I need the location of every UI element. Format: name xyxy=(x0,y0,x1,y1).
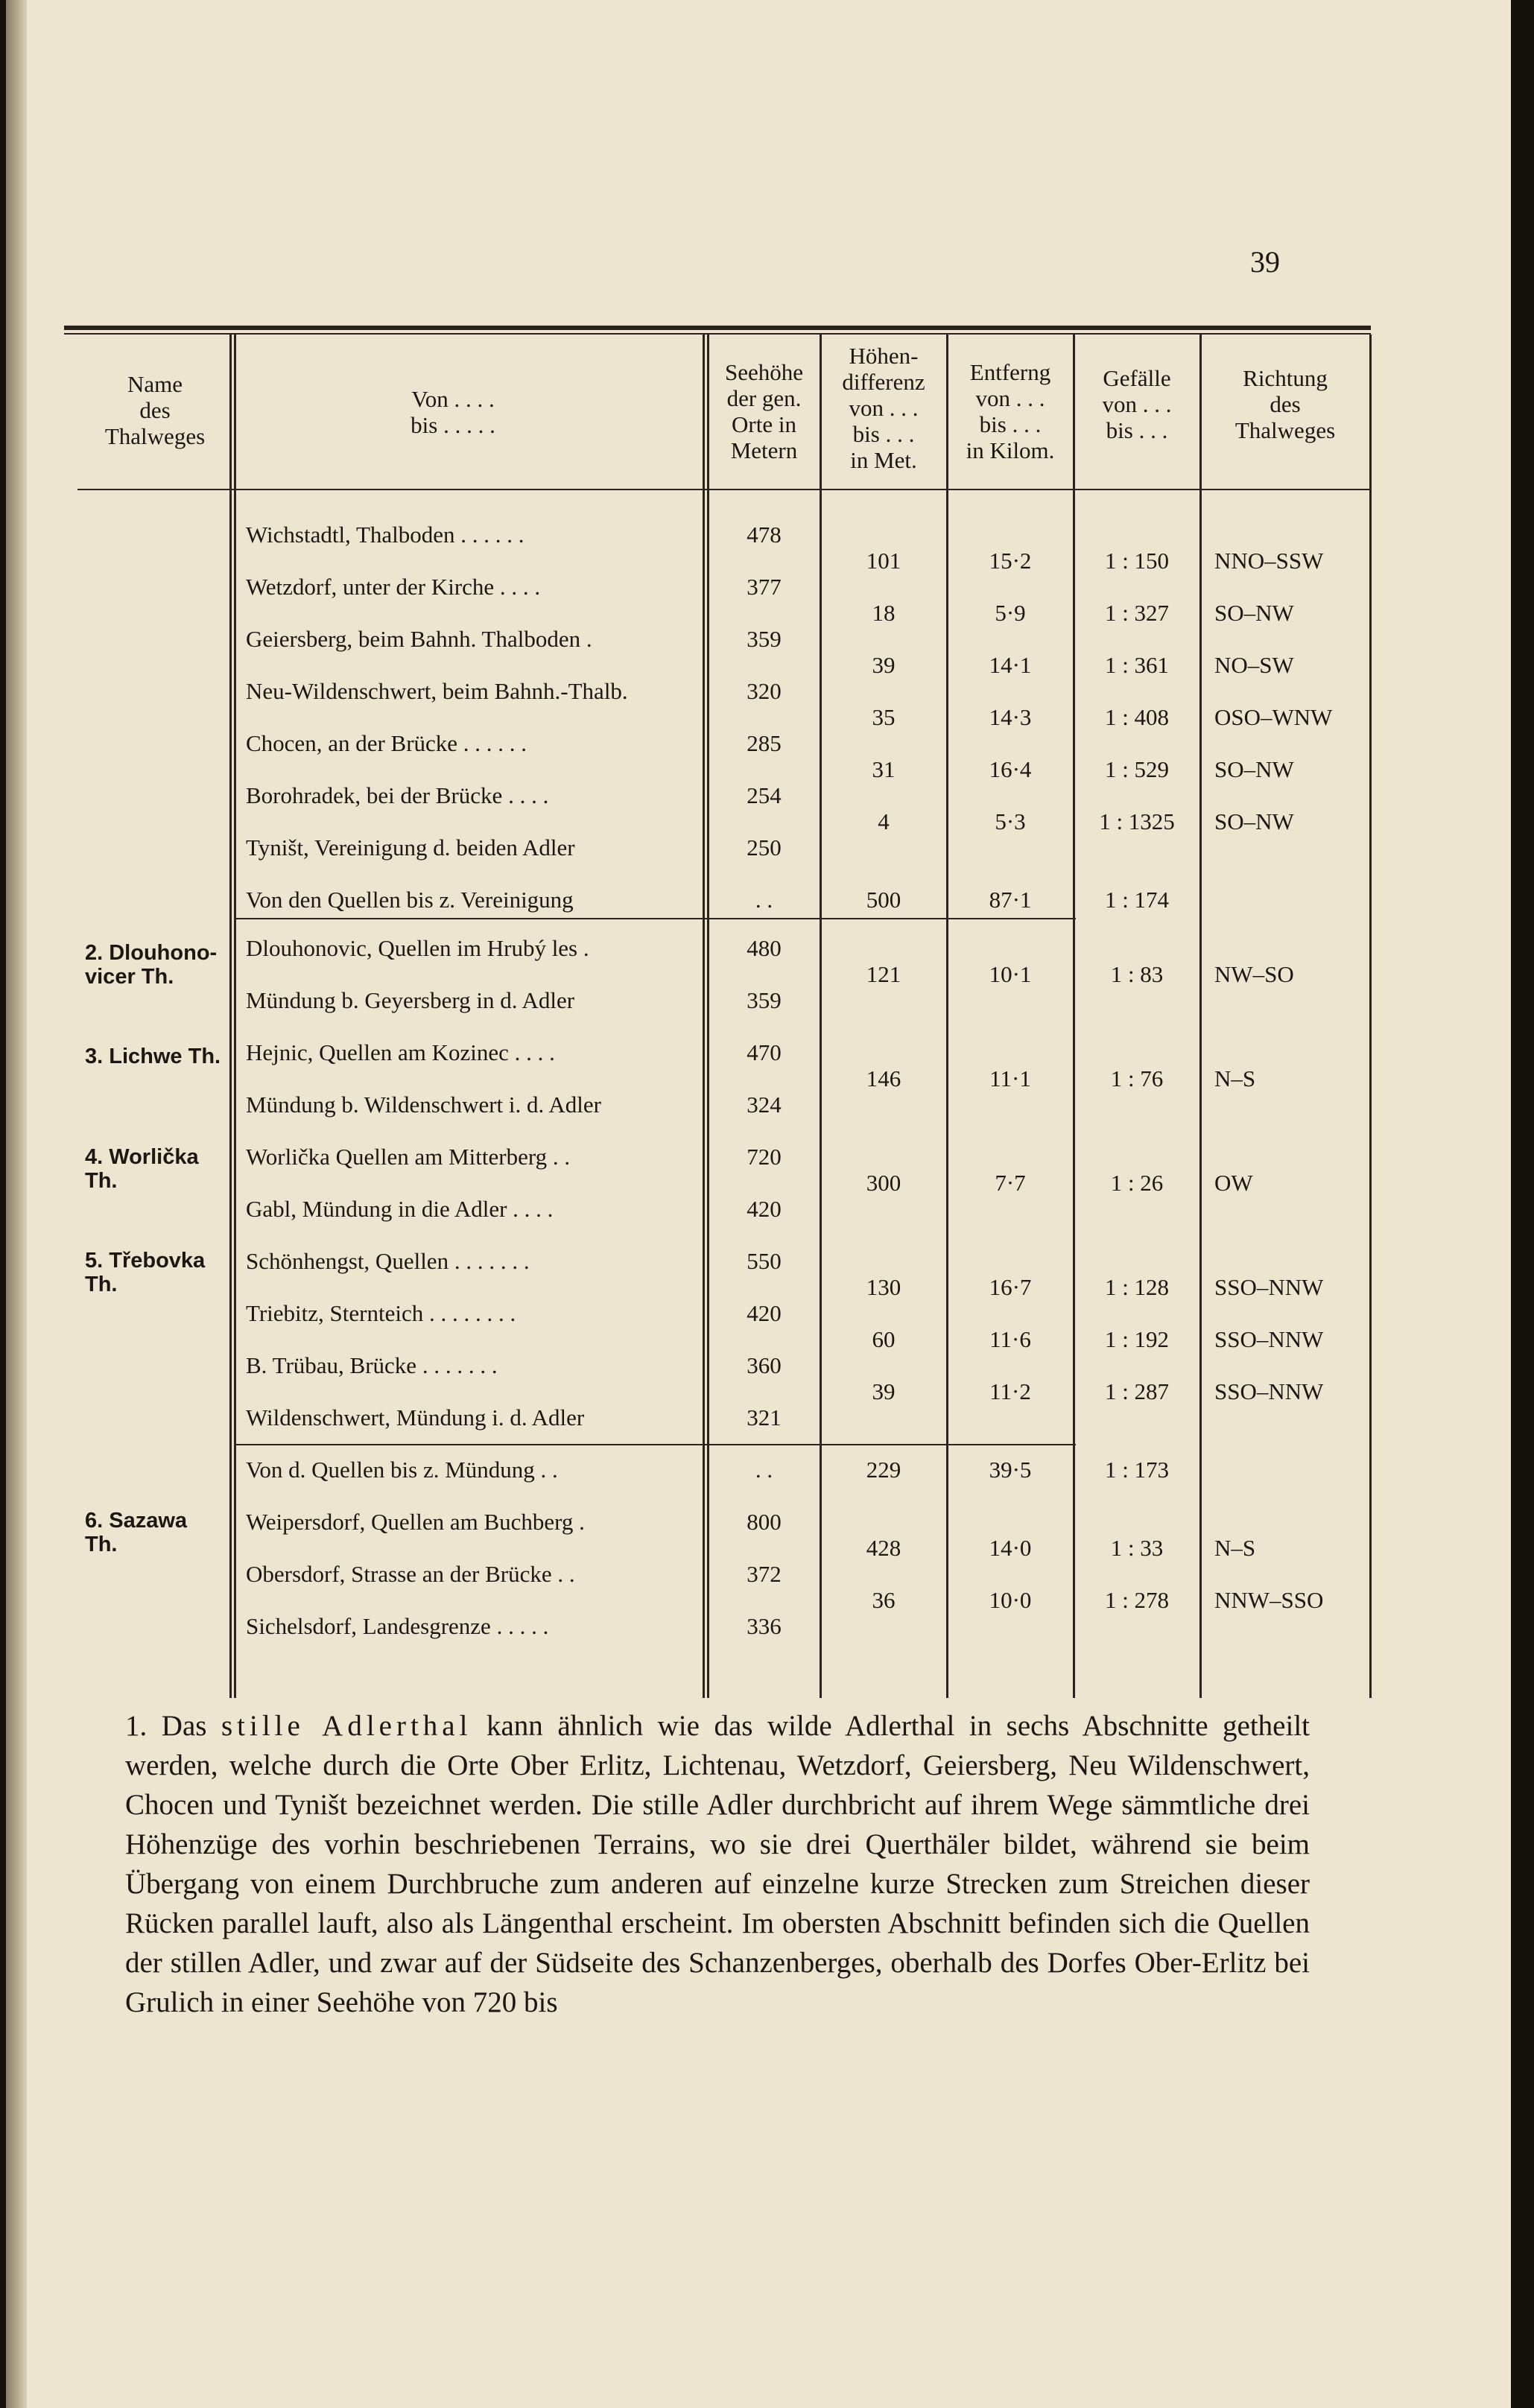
place-name: Obersdorf, Strasse an der Brücke . . xyxy=(246,1561,575,1587)
place-name: Sichelsdorf, Landesgrenze . . . . . xyxy=(246,1613,549,1639)
segment-height-difference: 130 xyxy=(866,1274,901,1300)
segment-distance: 14·3 xyxy=(989,704,1032,730)
page-binding-shade xyxy=(6,0,27,2408)
header-richtung: Richtung des Thalweges xyxy=(1235,365,1336,443)
segment-direction: NW–SO xyxy=(1214,961,1294,987)
stream-name: 3. Lichwe Th. xyxy=(85,1045,221,1068)
stream-name: 6. Sazawa Th. xyxy=(85,1509,188,1556)
segment-distance: 16·7 xyxy=(989,1274,1032,1300)
segment-gradient: 1 : 327 xyxy=(1104,600,1170,626)
header-hoehendifferenz: Höhen- differenz von . . . bis . . . in Met. xyxy=(842,343,925,473)
column-divider xyxy=(946,335,948,1698)
header-bottom-rule xyxy=(77,489,1371,490)
place-name: Worlička Quellen am Mitterberg . . xyxy=(246,1144,571,1170)
table-right-border xyxy=(1369,335,1372,1698)
place-altitude: 377 xyxy=(747,574,782,600)
segment-height-difference: 4 xyxy=(878,808,890,834)
segment-direction: NNW–SSO xyxy=(1214,1587,1324,1613)
segment-direction: SO–NW xyxy=(1214,600,1294,626)
place-name: Weipersdorf, Quellen am Buchberg . xyxy=(246,1509,585,1535)
place-altitude: 321 xyxy=(747,1404,782,1430)
segment-gradient: 1 : 287 xyxy=(1104,1378,1170,1404)
place-altitude: . . xyxy=(755,887,773,913)
place-name: B. Trübau, Brücke . . . . . . . xyxy=(246,1352,498,1378)
segment-height-difference: 18 xyxy=(872,600,896,626)
place-altitude: 720 xyxy=(747,1144,782,1170)
paragraph-emphasis: stille Adlerthal xyxy=(221,1710,472,1742)
place-name: Geiersberg, beim Bahnh. Thalboden . xyxy=(246,626,592,652)
place-name: Mündung b. Geyersberg in d. Adler xyxy=(246,987,575,1013)
column-divider xyxy=(820,335,822,1698)
segment-direction: SSO–NNW xyxy=(1214,1378,1324,1404)
place-altitude: 360 xyxy=(747,1352,782,1378)
place-name: Dlouhonovic, Quellen im Hrubý les . xyxy=(246,935,589,961)
place-altitude: 336 xyxy=(747,1613,782,1639)
segment-gradient: 1 : 83 xyxy=(1110,961,1164,987)
place-name: Triebitz, Sternteich . . . . . . . . xyxy=(246,1300,516,1326)
segment-direction: OSO–WNW xyxy=(1214,704,1333,730)
segment-gradient: 1 : 128 xyxy=(1104,1274,1170,1300)
page-number: 39 xyxy=(1250,245,1280,279)
segment-distance: 10·1 xyxy=(989,961,1032,987)
segment-distance: 87·1 xyxy=(989,887,1032,913)
segment-direction: SO–NW xyxy=(1214,808,1294,834)
segment-distance: 11·6 xyxy=(989,1326,1031,1352)
segment-gradient: 1 : 150 xyxy=(1104,548,1170,574)
segment-distance: 14·0 xyxy=(989,1535,1032,1561)
place-name: Von den Quellen bis z. Vereinigung xyxy=(246,887,574,913)
place-name: Neu-Wildenschwert, beim Bahnh.-Thalb. xyxy=(246,678,628,704)
stream-name: 2. Dlouhono- vicer Th. xyxy=(85,941,218,989)
place-altitude: 480 xyxy=(747,935,782,961)
place-name: Gabl, Mündung in die Adler . . . . xyxy=(246,1196,554,1222)
segment-height-difference: 146 xyxy=(866,1065,901,1091)
segment-height-difference: 229 xyxy=(866,1457,901,1483)
column-divider xyxy=(703,335,705,1698)
segment-distance: 15·2 xyxy=(989,548,1032,574)
place-name: Von d. Quellen bis z. Mündung . . xyxy=(246,1457,558,1483)
segment-height-difference: 121 xyxy=(866,961,901,987)
segment-distance: 39·5 xyxy=(989,1457,1032,1483)
place-altitude: . . xyxy=(755,1457,773,1483)
place-name: Hejnic, Quellen am Kozinec . . . . xyxy=(246,1039,555,1065)
segment-distance: 11·2 xyxy=(989,1378,1031,1404)
place-altitude: 470 xyxy=(747,1039,782,1065)
book-page xyxy=(6,0,1511,2408)
segment-distance: 14·1 xyxy=(989,652,1032,678)
table-top-rule-thin xyxy=(64,333,1371,335)
place-altitude: 478 xyxy=(747,522,782,548)
segment-gradient: 1 : 278 xyxy=(1104,1587,1170,1613)
column-divider xyxy=(229,335,232,1698)
place-altitude: 359 xyxy=(747,987,782,1013)
header-seehoehe: Seehöhe der gen. Orte in Metern xyxy=(724,359,804,463)
segment-distance: 11·1 xyxy=(989,1065,1031,1091)
place-name: Wetzdorf, unter der Kirche . . . . xyxy=(246,574,541,600)
segment-gradient: 1 : 361 xyxy=(1104,652,1170,678)
segment-gradient: 1 : 192 xyxy=(1104,1326,1170,1352)
segment-direction: NO–SW xyxy=(1214,652,1294,678)
header-gefaelle: Gefälle von . . . bis . . . xyxy=(1102,365,1172,443)
place-altitude: 420 xyxy=(747,1196,782,1222)
place-name: Schönhengst, Quellen . . . . . . . xyxy=(246,1248,530,1274)
place-name: Chocen, an der Brücke . . . . . . xyxy=(246,730,527,756)
segment-height-difference: 39 xyxy=(872,1378,896,1404)
segment-height-difference: 31 xyxy=(872,756,896,782)
place-altitude: 320 xyxy=(747,678,782,704)
segment-distance: 5·9 xyxy=(995,600,1026,626)
segment-direction: OW xyxy=(1214,1170,1253,1196)
segment-distance: 10·0 xyxy=(989,1587,1032,1613)
segment-height-difference: 35 xyxy=(872,704,896,730)
header-name: Name des Thalweges xyxy=(104,371,206,449)
segment-height-difference: 39 xyxy=(872,652,896,678)
segment-direction: N–S xyxy=(1214,1535,1256,1561)
place-altitude: 324 xyxy=(747,1091,782,1118)
place-altitude: 420 xyxy=(747,1300,782,1326)
table-top-rule xyxy=(64,326,1371,330)
column-divider xyxy=(707,335,709,1698)
place-altitude: 285 xyxy=(747,730,782,756)
segment-direction: SSO–NNW xyxy=(1214,1274,1324,1300)
segment-height-difference: 428 xyxy=(866,1535,901,1561)
paragraph-start: 1. Das xyxy=(125,1710,221,1742)
column-divider xyxy=(1199,335,1202,1698)
segment-gradient: 1 : 174 xyxy=(1104,887,1170,913)
place-name: Tyništ, Vereinigung d. beiden Adler xyxy=(246,834,575,861)
segment-height-difference: 36 xyxy=(872,1587,896,1613)
segment-gradient: 1 : 76 xyxy=(1110,1065,1164,1091)
column-divider xyxy=(1073,335,1075,1698)
segment-direction: N–S xyxy=(1214,1065,1256,1091)
segment-gradient: 1 : 1325 xyxy=(1099,808,1175,834)
column-divider xyxy=(234,335,236,1698)
header-entfernung: Entferng von . . . bis . . . in Kilom. xyxy=(966,359,1055,463)
segment-height-difference: 101 xyxy=(866,548,901,574)
header-von-bis: Von . . . . bis . . . . . xyxy=(411,386,495,438)
place-altitude: 254 xyxy=(747,782,782,808)
place-name: Borohradek, bei der Brücke . . . . xyxy=(246,782,549,808)
place-altitude: 250 xyxy=(747,834,782,861)
place-altitude: 359 xyxy=(747,626,782,652)
segment-direction: SO–NW xyxy=(1214,756,1294,782)
stream-name: 5. Třebovka Th. xyxy=(85,1249,206,1296)
segment-direction: SSO–NNW xyxy=(1214,1326,1324,1352)
group-divider xyxy=(234,1444,1076,1445)
segment-gradient: 1 : 529 xyxy=(1104,756,1170,782)
segment-distance: 7·7 xyxy=(995,1170,1026,1196)
segment-height-difference: 300 xyxy=(866,1170,901,1196)
segment-gradient: 1 : 408 xyxy=(1104,704,1170,730)
group-divider xyxy=(234,918,1076,919)
place-name: Mündung b. Wildenschwert i. d. Adler xyxy=(246,1091,601,1118)
segment-gradient: 1 : 33 xyxy=(1110,1535,1164,1561)
segment-height-difference: 60 xyxy=(872,1326,896,1352)
place-altitude: 800 xyxy=(747,1509,782,1535)
segment-distance: 5·3 xyxy=(995,808,1026,834)
place-altitude: 550 xyxy=(747,1248,782,1274)
place-name: Wildenschwert, Mündung i. d. Adler xyxy=(246,1404,585,1430)
segment-distance: 16·4 xyxy=(989,756,1032,782)
segment-direction: NNO–SSW xyxy=(1214,548,1324,574)
segment-height-difference: 500 xyxy=(866,887,901,913)
paragraph-text: kann ähnlich wie das wilde Adlerthal in sechs Abschnitte getheilt werden, welche durch die Orte Ober Erlitz, Lichtenau, Wetzdorf, Geiersberg, Neu Wildenschwert, Chocen und Tyništ bezeichnet werden. Die stille Adler durchbricht auf ihrem Wege sämmtliche drei Höhenzüge des vorhin beschriebenen Terrains, wo sie drei Querthäler bildet, während sie beim Übergang von einem Durchbruche zum anderen auf einzelne kurze Strecken zum Streichen dieser Rücken parallel lauft, also als Längenthal erscheint. Im obersten Abschnitt befinden sich die Quellen der stillen Adler, und zwar auf der Südseite des Schanzenberges, oberhalb des Dorfes Ober-Erlitz bei Grulich in einer Seehöhe von 720 bis xyxy=(125,1710,1310,2018)
segment-gradient: 1 : 26 xyxy=(1110,1170,1164,1196)
place-name: Wichstadtl, Thalboden . . . . . . xyxy=(246,522,524,548)
body-paragraph xyxy=(125,1706,1310,2022)
place-altitude: 372 xyxy=(747,1561,782,1587)
stream-name: 4. Worlička Th. xyxy=(85,1145,199,1193)
segment-gradient: 1 : 173 xyxy=(1104,1457,1170,1483)
